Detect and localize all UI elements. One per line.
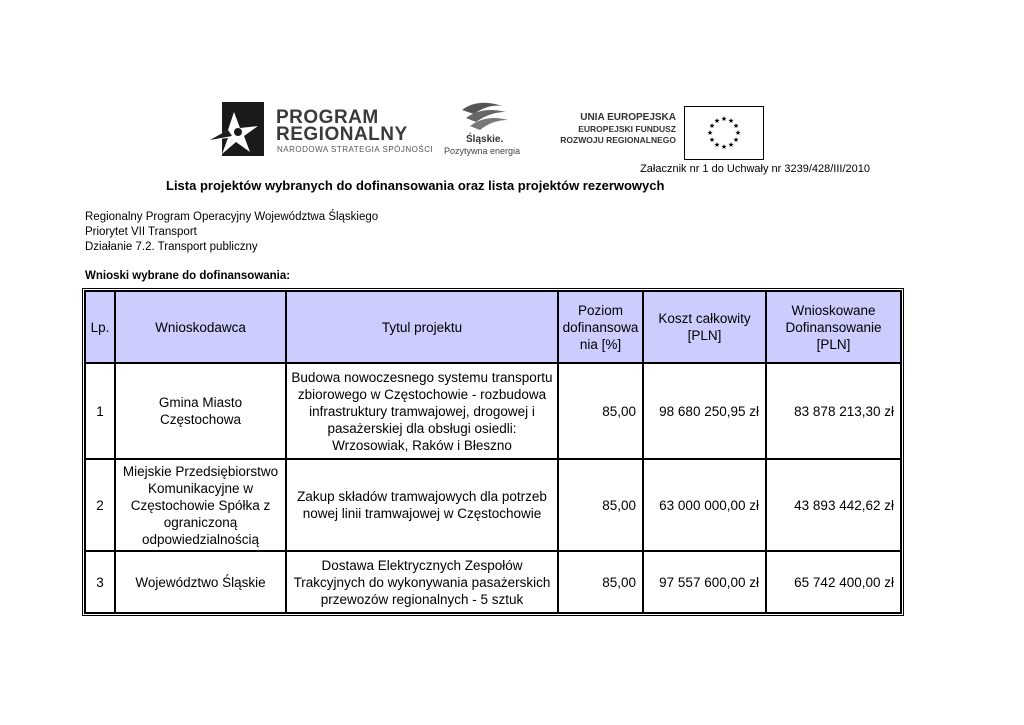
- cell-applicant: Gmina Miasto Częstochowa: [115, 363, 286, 459]
- logo-bar: [0, 98, 1024, 160]
- cell-title: Dostawa Elektrycznych Zespołów Trakcyjnych do wykonywania pasażerskich przewozów regionalnych - 5 sztuk: [286, 551, 558, 613]
- eu-line-3: ROZWOJU REGIONALNEGO: [560, 135, 676, 145]
- header-level: Poziom dofinansowa nia [%]: [558, 291, 643, 363]
- cell-level: 85,00: [558, 459, 643, 551]
- svg-text:★: ★: [732, 136, 740, 144]
- header-requested: Wnioskowane Dofinansowanie [PLN]: [766, 291, 901, 363]
- star-figure-icon: [208, 100, 266, 158]
- program-line-3: NARODOWA STRATEGIA SPÓJNOŚCI: [277, 145, 434, 154]
- meta-program: Regionalny Program Operacyjny Województwa Śląskiego: [85, 211, 379, 223]
- svg-text:★: ★: [734, 129, 742, 137]
- cell-cost: 98 680 250,95 zł: [643, 363, 766, 459]
- waves-icon: [458, 100, 510, 134]
- cell-applicant: Województwo Śląskie: [115, 551, 286, 613]
- slaskie-logo: [440, 100, 530, 158]
- eu-line-2: EUROPEJSKI FUNDUSZ: [578, 124, 676, 134]
- cell-title: Zakup składów tramwajowych dla potrzeb nowej linii tramwajowej w Częstochowie: [286, 459, 558, 551]
- svg-text:★: ★: [727, 117, 735, 125]
- header-lp: Lp.: [85, 291, 115, 363]
- table-row: [85, 551, 901, 613]
- svg-text:★: ★: [720, 115, 728, 123]
- cell-lp: 3: [85, 551, 115, 613]
- table-row: [85, 363, 901, 459]
- program-meta: [85, 210, 378, 255]
- program-line-2: REGIONALNY: [276, 124, 408, 145]
- header-cost: Koszt całkowity [PLN]: [643, 291, 766, 363]
- annex-reference: Załacznik nr 1 do Uchwały nr 3239/428/III/2010: [640, 163, 870, 175]
- cell-level: 85,00: [558, 551, 643, 613]
- cell-lp: 2: [85, 459, 115, 551]
- section-heading: Wnioski wybrane do dofinansowania:: [85, 270, 291, 282]
- program-regionalny-logo: [208, 100, 434, 158]
- projects-table: [82, 288, 904, 616]
- cell-requested: 83 878 213,30 zł: [766, 363, 901, 459]
- cell-lp: 1: [85, 363, 115, 459]
- meta-priority: Priorytet VII Transport: [85, 226, 197, 238]
- program-line-1: PROGRAM: [276, 107, 379, 128]
- table-row: [85, 459, 901, 551]
- document-title: Lista projektów wybranych do dofinansowania oraz lista projektów rezerwowych: [166, 178, 665, 193]
- cell-cost: 97 557 600,00 zł: [643, 551, 766, 613]
- slaskie-name: Śląskie.: [466, 134, 504, 145]
- svg-text:★: ★: [706, 129, 714, 137]
- svg-text:★: ★: [720, 143, 728, 151]
- svg-text:★: ★: [727, 141, 735, 149]
- cell-level: 85,00: [558, 363, 643, 459]
- cell-requested: 43 893 442,62 zł: [766, 459, 901, 551]
- slaskie-slogan: Pozytywna energia: [444, 146, 521, 156]
- table-header-row: [85, 291, 901, 363]
- svg-text:★: ★: [713, 117, 721, 125]
- svg-text:★: ★: [713, 141, 721, 149]
- cell-applicant: Miejskie Przedsiębiorstwo Komunikacyjne w Częstochowie Spółka z ograniczoną odpowiedzialnością: [115, 459, 286, 551]
- header-title: Tytul projektu: [286, 291, 558, 363]
- eu-label: [540, 112, 676, 146]
- svg-text:★: ★: [708, 136, 716, 144]
- cell-requested: 65 742 400,00 zł: [766, 551, 901, 613]
- cell-title: Budowa nowoczesnego systemu transportu zbiorowego w Częstochowie - rozbudowa infrastruktury tramwajowej, drogowej i pasażerskiej dla obsługi osiedli: Wrzosowiak, Raków i Błeszno: [286, 363, 558, 459]
- eu-flag-icon: [684, 106, 764, 160]
- header-applicant: Wnioskodawca: [115, 291, 286, 363]
- cell-cost: 63 000 000,00 zł: [643, 459, 766, 551]
- meta-action: Działanie 7.2. Transport publiczny: [85, 241, 258, 253]
- svg-text:★: ★: [708, 122, 716, 130]
- svg-text:★: ★: [732, 122, 740, 130]
- eu-line-1: UNIA EUROPEJSKA: [580, 112, 676, 123]
